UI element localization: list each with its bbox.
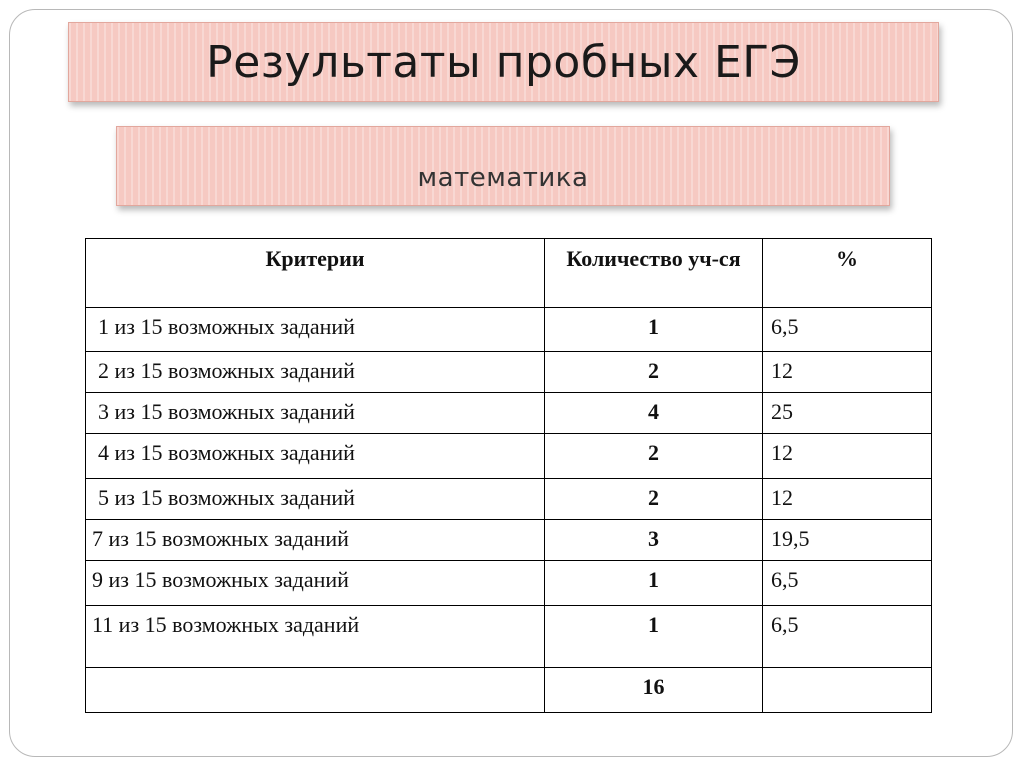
header-criteria: Критерии — [86, 239, 545, 308]
percent-cell: 6,5 — [763, 561, 932, 606]
count-cell: 2 — [545, 434, 763, 479]
table-row — [86, 561, 932, 606]
count-cell: 1 — [545, 606, 763, 668]
table-row — [86, 308, 932, 352]
count-cell: 3 — [545, 520, 763, 561]
count-cell: 4 — [545, 393, 763, 434]
criterion-cell: 11 из 15 возможных заданий — [86, 606, 545, 668]
criterion-cell: 1 из 15 возможных заданий — [86, 308, 545, 352]
page-subtitle: математика — [417, 163, 589, 193]
total-count-cell: 16 — [545, 668, 763, 713]
table-header-row — [86, 239, 932, 308]
count-cell: 2 — [545, 479, 763, 520]
count-cell: 2 — [545, 352, 763, 393]
subtitle-banner — [116, 126, 890, 206]
percent-cell: 12 — [763, 352, 932, 393]
percent-cell: 6,5 — [763, 606, 932, 668]
percent-cell: 6,5 — [763, 308, 932, 352]
header-percent: % — [763, 239, 932, 308]
percent-cell: 25 — [763, 393, 932, 434]
criterion-cell: 3 из 15 возможных заданий — [86, 393, 545, 434]
criterion-cell: 9 из 15 возможных заданий — [86, 561, 545, 606]
criterion-cell: 5 из 15 возможных заданий — [86, 479, 545, 520]
percent-cell: 19,5 — [763, 520, 932, 561]
results-table — [85, 238, 932, 713]
page-title: Результаты пробных ЕГЭ — [206, 36, 801, 88]
percent-cell: 12 — [763, 434, 932, 479]
count-cell: 1 — [545, 308, 763, 352]
criterion-cell: 7 из 15 возможных заданий — [86, 520, 545, 561]
table-row — [86, 479, 932, 520]
count-cell: 1 — [545, 561, 763, 606]
criterion-cell: 2 из 15 возможных заданий — [86, 352, 545, 393]
total-criterion-cell — [86, 668, 545, 713]
percent-cell: 12 — [763, 479, 932, 520]
table-total-row — [86, 668, 932, 713]
title-banner — [68, 22, 939, 102]
total-percent-cell — [763, 668, 932, 713]
table-row — [86, 393, 932, 434]
header-count: Количество уч-ся — [545, 239, 763, 308]
criterion-cell: 4 из 15 возможных заданий — [86, 434, 545, 479]
table-row — [86, 434, 932, 479]
table-row — [86, 520, 932, 561]
table-row — [86, 606, 932, 668]
table-row — [86, 352, 932, 393]
